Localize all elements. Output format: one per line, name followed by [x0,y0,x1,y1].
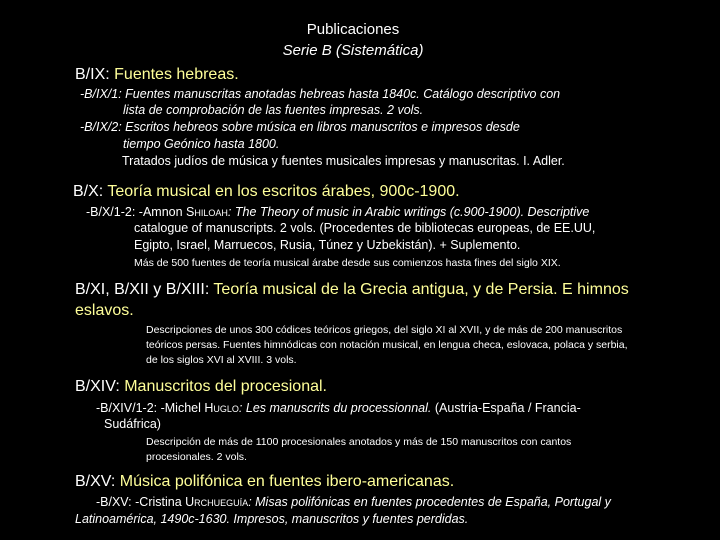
section-code: B/IX: [75,66,110,83]
entry-b10-line1 [86,205,589,219]
entry-b9-2-line2: tiempo Geónico hasta 1800. [123,137,280,151]
entry-title: : Les manuscrits du processionnal. [238,401,432,415]
page-subtitle: Serie B (Sistemática) [282,42,424,59]
section-b9-note: Tratados judíos de música y fuentes musicales impresas y manuscritas. I. Adler. [122,154,565,168]
entry-author: Shiloah [186,205,228,219]
section-code: B/XV: [75,473,116,490]
section-b9-heading [75,66,239,84]
entry-b14-line1 [96,401,581,415]
section-b14-note-line1: Descripción de más de 1100 procesionales anotados y más de 150 manuscritos con cantos [146,436,572,448]
section-b10-heading [73,183,460,201]
section-b11-note-line3: de los siglos XVI al XVIII. 3 vols. [146,354,297,366]
section-code: B/XI, B/XII y B/XIII: [75,281,210,298]
section-b14-note-line2: procesionales. 2 vols. [146,451,247,463]
section-name-cont: eslavos. [75,302,134,319]
section-b14-heading [75,378,327,396]
section-b15-heading [75,473,454,491]
entry-b9-1-line1: -B/IX/1: Fuentes manuscritas anotadas hebreas hasta 1840c. Catálogo descriptivo con [80,87,561,101]
section-code: B/XIV: [75,378,120,395]
entry-author: Huglo [204,401,239,415]
entry-title: : Misas polifónicas en fuentes procedentes de España, Portugal y [248,495,611,509]
section-code: B/X: [73,183,104,200]
entry-title: : The Theory of music in Arabic writings (c.900-1900). Descriptive [227,205,590,219]
entry-b15-line1 [96,495,611,509]
entry-prefix: -B/XIV/1-2: -Michel [96,401,205,415]
entry-b10-line3: Egipto, Israel, Marruecos, Rusia, Túnez y Uzbekistán). + Suplemento. [134,238,521,252]
section-name: Teoría musical de la Grecia antigua, y de Persia. E himnos [213,281,629,298]
section-name: Teoría musical en los escritos árabes, 900c-1900. [107,183,460,200]
section-b11-heading-cont [75,302,134,320]
entry-prefix: -B/XV: -Cristina [96,495,186,509]
section-b11-note-line1: Descripciones de unos 300 códices teóricos griegos, del siglo XI al XVII, y de más de 200 manuscritos [146,324,623,336]
section-name: Fuentes hebreas. [114,66,239,83]
section-name: Manuscritos del procesional. [124,378,327,395]
page-title: Publicaciones [306,21,400,38]
section-b11-note-line2: teóricos persas. Fuentes himnódicas con notación musical, en lengua checa, eslovaca, polaca y serbia, [146,339,628,351]
entry-b9-1-line2: lista de comprobación de las fuentes impresas. 2 vols. [123,103,424,117]
entry-b15-line2: Latinoamérica, 1490c-1630. Impresos, manuscritos y fuentes perdidas. [75,512,469,526]
entry-author: Urchueguía [185,495,249,509]
entry-rest: (Austria-España / Francia- [431,401,581,415]
entry-prefix: -B/X/1-2: -Amnon [86,205,187,219]
entry-b9-2-line1: -B/IX/2: Escritos hebreos sobre música en libros manuscritos e impresos desde [80,120,520,134]
entry-b14-line2: Sudáfrica) [104,417,161,431]
section-b11-heading [75,281,629,299]
section-name: Música polifónica en fuentes ibero-americanas. [119,473,455,490]
section-b10-note: Más de 500 fuentes de teoría musical árabe desde sus comienzos hasta fines del siglo XIX. [134,257,561,269]
entry-b10-line2: catalogue of manuscripts. 2 vols. (Procedentes de bibliotecas europeas, de EE.UU, [134,221,596,235]
